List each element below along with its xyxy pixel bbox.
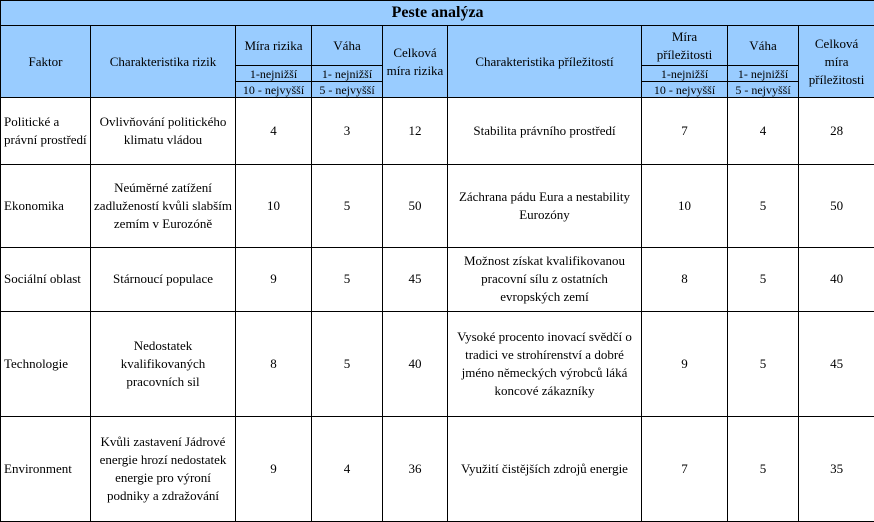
factor-cell: Politické a právní prostředí: [1, 98, 91, 165]
opportunity-weight-cell: 5: [728, 248, 799, 311]
risk-weight-cell: 5: [312, 248, 383, 311]
risk-weight-cell: 4: [312, 416, 383, 521]
risk-characteristic-cell: Neúměrné zatížení zadlužeností kvůli slabším zemím v Eurozóně: [91, 165, 236, 248]
risk-characteristic-cell: Nedostatek kvalifikovaných pracovních sil: [91, 311, 236, 416]
table-row: [1, 311, 874, 416]
opportunity-level-cell: 8: [642, 248, 728, 311]
opportunity-level-cell: 10: [642, 165, 728, 248]
opportunity-total-cell: 50: [799, 165, 874, 248]
header-opportunity-level-low: 1-nejnižší: [642, 66, 728, 82]
header-row-1: [1, 26, 874, 66]
risk-level-cell: 4: [236, 98, 312, 165]
risk-level-cell: 10: [236, 165, 312, 248]
table-row: [1, 416, 874, 521]
risk-total-cell: 45: [383, 248, 448, 311]
header-risk-weight: Váha: [312, 26, 383, 66]
header-risk-level-high: 10 - nejvyšší: [236, 82, 312, 98]
opportunity-total-cell: 40: [799, 248, 874, 311]
risk-weight-cell: 5: [312, 311, 383, 416]
table-row: [1, 248, 874, 311]
header-opportunity-weight-high: 5 - nejvyšší: [728, 82, 799, 98]
factor-cell: Sociální oblast: [1, 248, 91, 311]
header-opportunity-characteristics: Charakteristika příležitostí: [448, 26, 642, 98]
opportunity-characteristic-cell: Vysoké procento inovací svědčí o tradici ve strohírenství a dobré jméno německých výrobců láká koncové zákazníky: [448, 311, 642, 416]
opportunity-characteristic-cell: Využití čistějších zdrojů energie: [448, 416, 642, 521]
factor-cell: Technologie: [1, 311, 91, 416]
opportunity-total-cell: 45: [799, 311, 874, 416]
risk-weight-cell: 3: [312, 98, 383, 165]
header-opportunity-total: Celková míra příležitosti: [799, 26, 874, 98]
table-row: [1, 165, 874, 248]
header-opportunity-weight: Váha: [728, 26, 799, 66]
risk-total-cell: 12: [383, 98, 448, 165]
factor-cell: Ekonomika: [1, 165, 91, 248]
opportunity-total-cell: 35: [799, 416, 874, 521]
title-row: [1, 1, 874, 26]
opportunity-weight-cell: 5: [728, 165, 799, 248]
header-risk-weight-high: 5 - nejvyšší: [312, 82, 383, 98]
opportunity-characteristic-cell: Stabilita právního prostředí: [448, 98, 642, 165]
risk-level-cell: 9: [236, 416, 312, 521]
opportunity-level-cell: 7: [642, 416, 728, 521]
header-opportunity-level: Míra příležitosti: [642, 26, 728, 66]
opportunity-total-cell: 28: [799, 98, 874, 165]
header-risk-weight-low: 1- nejnižší: [312, 66, 383, 82]
opportunity-characteristic-cell: Možnost získat kvalifikovanou pracovní sílu z ostatních evropských zemí: [448, 248, 642, 311]
opportunity-level-cell: 7: [642, 98, 728, 165]
factor-cell: Environment: [1, 416, 91, 521]
risk-level-cell: 8: [236, 311, 312, 416]
risk-characteristic-cell: Kvůli zastavení Jádrové energie hrozí nedostatek energie pro výroní podniky a zdražování: [91, 416, 236, 521]
opportunity-weight-cell: 5: [728, 416, 799, 521]
opportunity-characteristic-cell: Záchrana pádu Eura a nestability Eurozóny: [448, 165, 642, 248]
risk-characteristic-cell: Ovlivňování politického klimatu vládou: [91, 98, 236, 165]
opportunity-weight-cell: 5: [728, 311, 799, 416]
risk-weight-cell: 5: [312, 165, 383, 248]
risk-characteristic-cell: Stárnoucí populace: [91, 248, 236, 311]
header-risk-level-low: 1-nejnižší: [236, 66, 312, 82]
header-risk-characteristics: Charakteristika rizik: [91, 26, 236, 98]
header-opportunity-weight-low: 1- nejnižší: [728, 66, 799, 82]
header-risk-total: Celková míra rizika: [383, 26, 448, 98]
header-opportunity-level-high: 10 - nejvyšší: [642, 82, 728, 98]
header-risk-level: Míra rizika: [236, 26, 312, 66]
header-factor: Faktor: [1, 26, 91, 98]
table-title: Peste analýza: [1, 1, 874, 26]
table-row: [1, 98, 874, 165]
risk-total-cell: 36: [383, 416, 448, 521]
risk-total-cell: 50: [383, 165, 448, 248]
risk-total-cell: 40: [383, 311, 448, 416]
risk-level-cell: 9: [236, 248, 312, 311]
opportunity-level-cell: 9: [642, 311, 728, 416]
opportunity-weight-cell: 4: [728, 98, 799, 165]
